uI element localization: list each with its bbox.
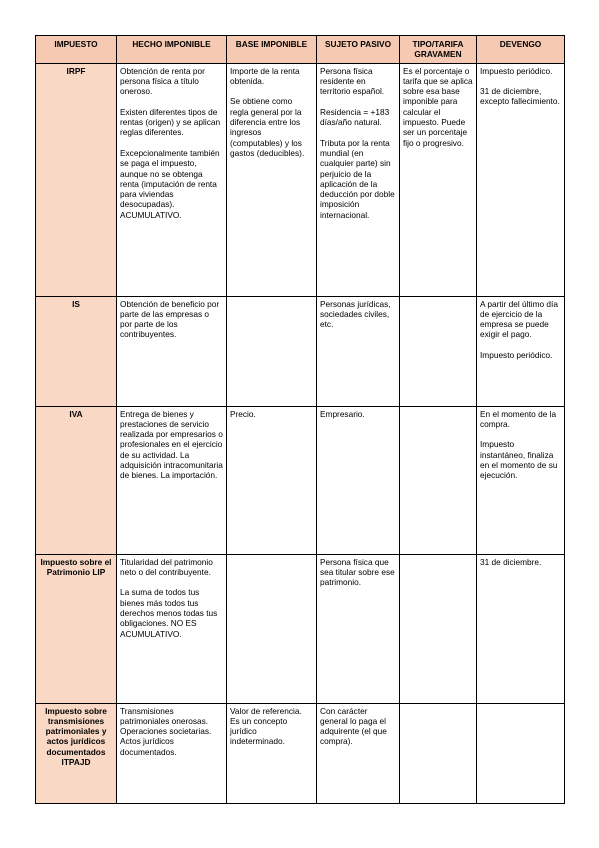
devengo-cell [477, 296, 565, 406]
header-devengo: DEVENGO [477, 36, 565, 64]
cell-paragraph: Transmisiones patrimoniales onerosas. Operaciones societarias. Actos jurídicos documentados. [120, 705, 212, 757]
base-imponible-cell [227, 554, 317, 703]
table-header-row [36, 36, 565, 64]
cell-paragraph: Persona física que sea titular sobre ese patrimonio. [320, 556, 395, 588]
document-page [35, 35, 564, 804]
table-row [36, 554, 565, 703]
header-impuesto: IMPUESTO [36, 36, 117, 64]
cell-paragraph: Impuesto periódico. [480, 350, 553, 361]
header-sujeto-pasivo: SUJETO PASIVO [317, 36, 400, 64]
cell-paragraph: Obtención de beneficio por parte de las empresas o por parte de los contribuyentes. [120, 298, 220, 340]
cell-paragraph: Valor de referencia. Es un concepto jurídico indeterminado. [230, 705, 302, 747]
cell-paragraph: 31 de diciembre, excepto fallecimiento. [480, 86, 560, 107]
sujeto-pasivo-cell [317, 63, 400, 296]
hecho-imponible-cell [117, 406, 227, 554]
cell-paragraph: Excepcionalmente también se paga el impuesto, aunque no se obtenga renta (imputación de renta para viviendas desocupadas). ACUMULATIVO. [120, 147, 220, 220]
cell-paragraph: Tributa por la renta mundial (en cualquier parte) sin perjuicio de la aplicación de la deducción por doble imposición internacional. [320, 137, 395, 220]
table-row [36, 63, 565, 296]
devengo-cell [477, 63, 565, 296]
cell-paragraph: Es el porcentaje o tarifa que se aplica sobre esa base imponible para calcular el impuesto. Puede ser un porcentaje fijo o progresivo. [403, 65, 473, 148]
base-imponible-cell [227, 296, 317, 406]
sujeto-pasivo-cell [317, 703, 400, 803]
base-imponible-cell [227, 406, 317, 554]
cell-paragraph: Empresario. [320, 408, 365, 419]
cell-paragraph: La suma de todos tus bienes más todos tus derechos menos todas tus obligaciones. NO ES ACUMULATIVO. [120, 587, 218, 639]
devengo-cell [477, 703, 565, 803]
devengo-cell [477, 406, 565, 554]
hecho-imponible-cell [117, 703, 227, 803]
cell-paragraph: Residencia = +183 días/año natural. [320, 106, 390, 128]
hecho-imponible-cell [117, 296, 227, 406]
cell-paragraph: En el momento de la compra. [480, 408, 557, 429]
cell-paragraph: Impuesto instantáneo, finaliza en el momento de su ejecución. [480, 439, 558, 481]
table-row [36, 296, 565, 406]
hecho-imponible-cell [117, 554, 227, 703]
base-imponible-cell [227, 63, 317, 296]
table-row [36, 406, 565, 554]
sujeto-pasivo-cell [317, 554, 400, 703]
header-hecho-imponible: HECHO IMPONIBLE [117, 36, 227, 64]
cell-paragraph: Titularidad del patrimonio neto o del contribuyente. [120, 556, 213, 577]
cell-paragraph: Personas jurídicas, sociedades civiles, etc. [320, 298, 391, 330]
cell-paragraph: Impuesto periódico. [480, 65, 553, 76]
cell-paragraph: Obtención de renta por persona física a título oneroso. [120, 65, 205, 97]
impuesto-cell: IVA [36, 406, 117, 554]
impuesto-cell: Impuesto sobre el Patrimonio LIP [36, 554, 117, 703]
tipo-tarifa-cell [400, 703, 477, 803]
cell-paragraph: Importe de la renta obtenida. [230, 65, 300, 86]
impuesto-cell: IRPF [36, 63, 117, 296]
tipo-tarifa-cell [400, 63, 477, 296]
cell-paragraph: Existen diferentes tipos de rentas (origen) y se aplican reglas diferentes. [120, 106, 221, 138]
sujeto-pasivo-cell [317, 406, 400, 554]
tax-table [35, 35, 565, 804]
sujeto-pasivo-cell [317, 296, 400, 406]
devengo-cell [477, 554, 565, 703]
impuesto-cell: IS [36, 296, 117, 406]
table-row [36, 703, 565, 803]
hecho-imponible-cell [117, 63, 227, 296]
tipo-tarifa-cell [400, 406, 477, 554]
impuesto-cell: Impuesto sobre transmisiones patrimoniales y actos jurídicos documentados ITPAJD [36, 703, 117, 803]
tipo-tarifa-cell [400, 554, 477, 703]
cell-paragraph: A partir del último día de ejercicio de la empresa se puede exigir el pago. [480, 298, 558, 340]
header-base-imponible: BASE IMPONIBLE [227, 36, 317, 64]
cell-paragraph: 31 de diciembre. [480, 556, 542, 567]
cell-paragraph: Con carácter general lo paga el adquirente (el que compra). [320, 705, 387, 747]
cell-paragraph: Entrega de bienes y prestaciones de servicio realizada por empresarios o profesionales en el ejercicio de su actividad. La adquisición intracomunitaria de bienes. La importación. [120, 408, 223, 481]
cell-paragraph: Se obtiene como regla general por la diferencia entre los ingresos (computables) y los gastos (deducibles). [230, 96, 305, 158]
base-imponible-cell [227, 703, 317, 803]
tipo-tarifa-cell [400, 296, 477, 406]
header-tipo-tarifa: TIPO/TARIFA GRAVAMEN [400, 36, 477, 64]
cell-paragraph: Persona física residente en territorio español. [320, 65, 385, 97]
cell-paragraph: Precio. [230, 408, 256, 419]
